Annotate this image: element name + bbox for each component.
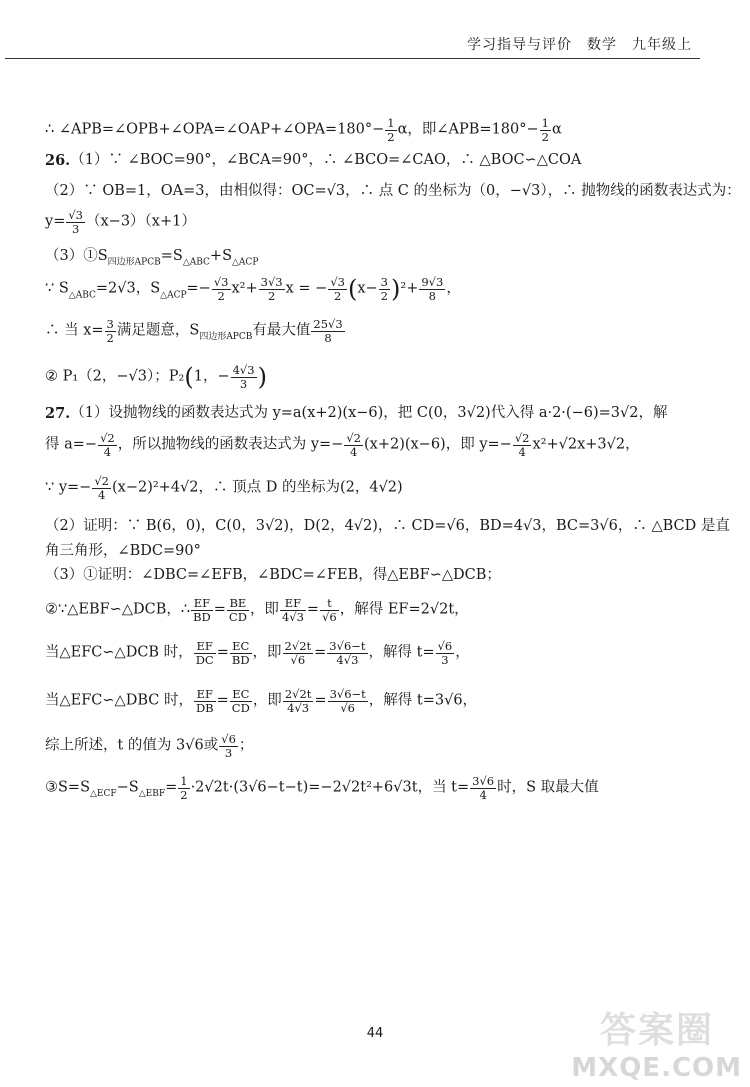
text-run: ∴ ∠APB=∠OPB+∠OPA=∠OAP+∠OPA=180°−	[45, 121, 385, 138]
denominator: 3	[239, 376, 248, 391]
denominator: 2	[333, 288, 342, 303]
numerator: √3	[68, 208, 83, 222]
solution-line	[45, 597, 469, 623]
numerator: 3√3	[260, 275, 283, 290]
solution-line	[45, 117, 562, 143]
numerator: 1	[541, 116, 549, 130]
denominator: √6	[290, 652, 306, 667]
text-run: （2）∵ OB=1，OA=3，由相似得：OC=√3，∴ 点 C 的坐标为（0，−√3），∴ 抛物线的函数表达式为：	[45, 183, 741, 199]
text-run: ²+	[400, 280, 419, 297]
paren: (	[184, 363, 194, 391]
text-run: x = −	[285, 280, 328, 297]
denominator: 2	[217, 288, 225, 303]
text-run: （1）设抛物线的函数表达式为 y=a(x+2)(x−6)，把 C(0，3√2)代入得 a·2·(−6)=3√2，解	[70, 405, 668, 421]
numerator: 9√3	[421, 275, 444, 290]
text-run: −S	[116, 779, 139, 796]
denominator: 2	[180, 787, 188, 802]
denominator: 2	[541, 129, 549, 144]
fraction	[328, 688, 368, 714]
header-rule	[5, 58, 700, 59]
denominator: 3	[224, 745, 233, 760]
text-run: ，	[455, 644, 470, 661]
denominator: 4	[479, 787, 487, 802]
solution-line	[45, 248, 258, 268]
numerator: 3√6−t	[329, 687, 366, 701]
fraction	[219, 733, 238, 759]
denominator: √6	[340, 700, 355, 715]
denominator: 3	[441, 652, 449, 667]
fraction	[230, 640, 252, 666]
fraction	[513, 432, 532, 458]
solution-line	[45, 543, 201, 561]
subscript: △ABC	[68, 290, 96, 301]
page-number: 44	[366, 1026, 384, 1041]
numerator: 1	[387, 116, 395, 130]
text-run: 当△EFC∽△DBC 时，	[45, 692, 193, 709]
solution-line	[45, 733, 253, 759]
fraction	[194, 688, 216, 714]
fraction	[311, 318, 344, 344]
text-run: 当△EFC∽△DCB 时，	[45, 644, 193, 661]
text-run: 角三角形，∠BDC=90°	[45, 543, 201, 559]
watermark-cn: 答案圈	[599, 1010, 714, 1051]
subscript: △ABC	[182, 257, 210, 268]
fraction	[105, 318, 116, 344]
text-run: =	[216, 692, 229, 709]
fraction	[66, 209, 85, 235]
numerator: EC	[230, 688, 252, 702]
denominator: 2	[380, 288, 388, 303]
fraction	[436, 640, 455, 666]
text-run: =	[213, 601, 226, 618]
fraction	[259, 276, 285, 302]
denominator: 4	[97, 487, 106, 502]
numerator: EC	[230, 640, 252, 654]
subscript: 四边形APCB	[199, 332, 253, 343]
solution-line	[45, 432, 640, 458]
subscript: △ECF	[90, 789, 117, 800]
fraction	[212, 276, 231, 302]
text-run: ∴ 当 x=	[45, 322, 104, 339]
solution-line	[45, 318, 346, 344]
subscript: △ACP	[232, 257, 259, 268]
numerator: EF	[191, 597, 213, 611]
fraction	[379, 276, 390, 302]
numerator: EF	[280, 597, 306, 611]
denominator: 2	[106, 330, 114, 345]
numerator: √3	[330, 275, 345, 290]
text-run: x−	[357, 280, 378, 297]
numerator: 3	[106, 317, 114, 331]
text-run: ，解得 t=3√6，	[368, 692, 478, 709]
denominator: CD	[228, 609, 247, 624]
fraction	[178, 775, 189, 801]
text-run: ∵ y=−	[45, 479, 92, 496]
numerator: 4√3	[232, 363, 255, 378]
denominator: 2	[267, 288, 276, 303]
solution-line	[45, 567, 501, 585]
denominator: 4	[103, 444, 112, 459]
fraction	[385, 117, 396, 143]
solution-line	[45, 688, 477, 714]
text-run: α	[552, 121, 562, 138]
fraction	[470, 775, 496, 801]
header-title: 学习指导与评价 数学 九年级上	[467, 37, 692, 53]
fraction	[328, 276, 347, 302]
text-run: ②∵△EBF∽△DCB，∴	[45, 601, 191, 618]
denominator: 8	[324, 330, 332, 345]
numerator: 3√6−t	[329, 639, 366, 653]
text-run: =2√3，S	[95, 280, 161, 297]
text-run: 综上所述，t 的值为 3√6或	[45, 737, 219, 754]
denominator: DC	[195, 652, 214, 667]
paren: )	[257, 363, 267, 391]
page-header	[0, 0, 750, 62]
fraction	[280, 597, 306, 623]
text-run: =S	[160, 248, 183, 264]
numerator: EF	[194, 640, 216, 654]
fraction	[231, 364, 257, 390]
solution-line	[45, 209, 196, 235]
text-run: （2）证明：∵ B(6，0)，C(0，3√2)，D(2，4√2)，∴ CD=√6，BD=4√3，BC=3√6，∴ △BCD 是直	[45, 518, 730, 534]
text-run: ，解得 t=	[368, 644, 435, 661]
denominator: 4	[349, 444, 358, 459]
numerator: √2	[100, 431, 115, 445]
paren: (	[347, 275, 358, 303]
text-run: (x−2)²+4√2，∴ 顶点 D 的坐标为(2，4√2)	[111, 479, 403, 496]
fraction	[283, 640, 314, 666]
fraction	[227, 597, 249, 623]
numerator: √2	[514, 431, 530, 445]
text-run: =	[306, 601, 320, 618]
numerator: BE	[227, 597, 249, 611]
fraction	[283, 688, 314, 714]
text-run: 得 a=−	[45, 436, 98, 453]
text-run: ·2√2t·(3√6−t−t)=−2√2t²+6√3t，当 t=	[190, 779, 470, 796]
fraction	[230, 688, 252, 714]
watermark-logo	[571, 1005, 744, 1083]
solution-line	[45, 275, 461, 304]
fraction	[191, 597, 213, 623]
text-run: 1，−	[193, 368, 230, 385]
denominator: BD	[193, 609, 211, 624]
fraction	[320, 597, 339, 623]
numerator: 3	[380, 275, 388, 290]
text-run: ；	[238, 737, 254, 754]
denominator: 2	[387, 129, 395, 144]
solution-line	[45, 183, 741, 201]
text-run: ∵ S	[45, 280, 69, 297]
fraction	[419, 276, 445, 302]
denominator: 3	[72, 221, 80, 236]
text-run: （x−3）（x+1）	[86, 213, 196, 230]
text-run: (x+2)(x−6)，即 y=−	[363, 436, 512, 453]
denominator: √6	[322, 609, 337, 624]
numerator: √3	[213, 275, 229, 290]
numerator: 2√2t	[284, 687, 312, 701]
solution-line	[45, 775, 599, 801]
numerator: √2	[94, 474, 109, 488]
text-run: （3）①S	[45, 248, 108, 264]
text-run: 时，S 取最大值	[497, 779, 599, 796]
text-run: ② P₁（2，−√3）；P₂	[45, 368, 185, 385]
fraction	[327, 640, 367, 666]
paren: )	[391, 275, 401, 303]
denominator: CD	[231, 700, 250, 715]
solution-line	[45, 152, 581, 170]
denominator: 4	[518, 444, 526, 459]
fraction	[98, 432, 117, 458]
text-run: 有最大值	[252, 322, 311, 339]
text-run: α，即∠APB=180°−	[397, 121, 539, 138]
fraction	[344, 432, 363, 458]
solution-line	[45, 475, 403, 501]
question-number: 27.	[45, 405, 71, 422]
numerator: 3√6	[472, 774, 495, 788]
text-run: ，即	[252, 692, 282, 709]
denominator: DB	[195, 700, 214, 715]
solution-line	[45, 640, 470, 666]
question-number: 26.	[45, 152, 71, 169]
text-run: x²+√2x+3√2，	[532, 436, 640, 453]
text-run: （3）①证明：∠DBC=∠EFB，∠BDC=∠FEB，得△EBF∽△DCB；	[45, 567, 501, 583]
text-run: x²+	[231, 280, 258, 297]
denominator: 4√3	[281, 609, 304, 624]
numerator: t	[320, 597, 339, 611]
text-run: ③S=S	[45, 779, 91, 796]
watermark-url: MXQE.COM	[571, 1053, 742, 1083]
solution-line	[45, 405, 667, 423]
text-run: （1）∵ ∠BOC=90°，∠BCA=90°，∴ ∠BCO=∠CAO，∴ △BOC∽△COA	[70, 152, 582, 168]
text-run: =	[314, 644, 327, 661]
numerator: 2√2t	[284, 639, 312, 653]
text-run: ，所以抛物线的函数表达式为 y=−	[117, 436, 344, 453]
text-run: =	[165, 779, 178, 796]
numerator: √2	[346, 431, 361, 445]
text-run: =	[216, 644, 229, 661]
text-run: ，解得 EF=2√2t，	[339, 601, 469, 618]
text-run: +S	[209, 248, 233, 264]
fraction	[540, 117, 551, 143]
numerator: 25√3	[313, 317, 343, 331]
denominator: BD	[231, 652, 250, 667]
fraction	[92, 475, 111, 501]
text-run: =	[314, 692, 327, 709]
text-run: ，即	[252, 644, 282, 661]
denominator: 4√3	[287, 700, 310, 715]
subscript: △ACP	[160, 290, 187, 301]
text-run: 满足题意，S	[116, 322, 200, 339]
subscript: 四边形APCB	[107, 257, 161, 268]
denominator: 8	[428, 288, 436, 303]
fraction	[194, 640, 216, 666]
denominator: 4√3	[336, 652, 359, 667]
numerator: EF	[194, 688, 216, 702]
solution-line	[45, 363, 267, 392]
numerator: √6	[221, 732, 236, 746]
text-run: =−	[186, 280, 211, 297]
text-run: y=	[45, 213, 66, 230]
text-run: ，即	[249, 601, 279, 618]
subscript: △EBF	[138, 789, 166, 800]
numerator: √6	[437, 639, 453, 653]
text-run: ，	[446, 280, 461, 297]
numerator: 1	[180, 774, 188, 788]
solution-line	[45, 518, 730, 536]
